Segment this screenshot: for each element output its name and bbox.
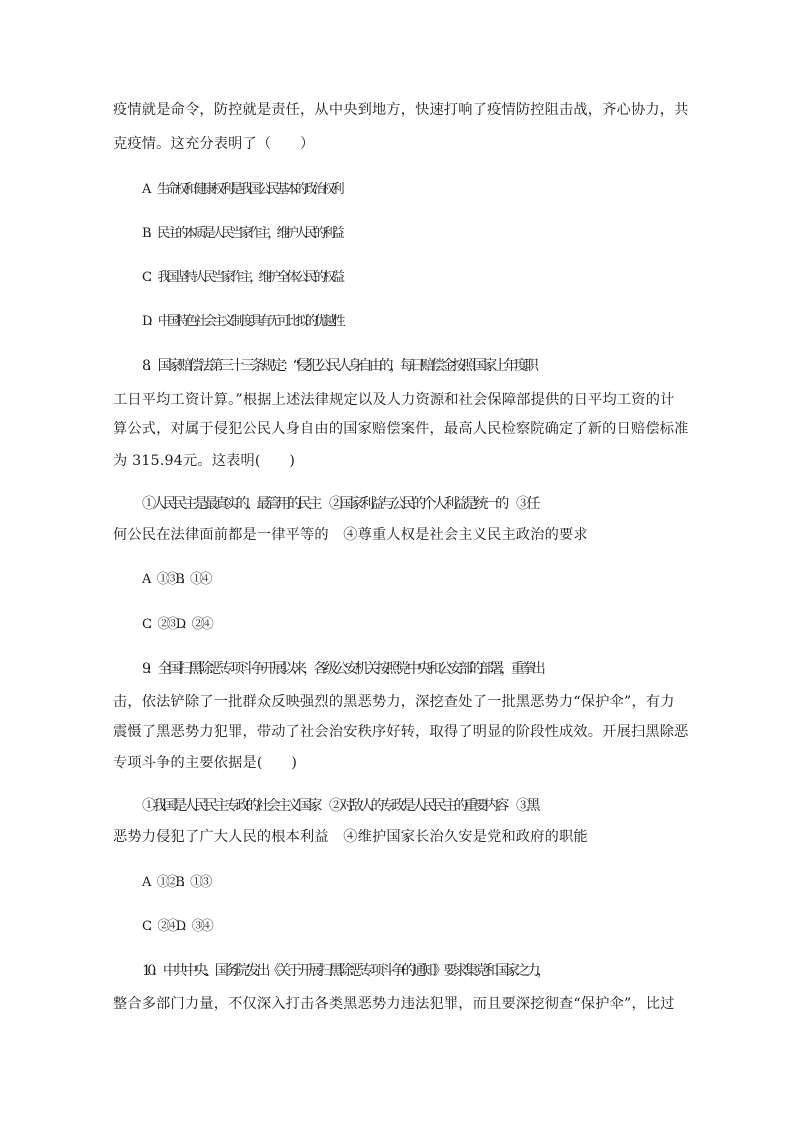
q8-stem-line-2: 工日平均工资计算。”根据上述法律规定以及人力资源和社会保障部提供的日平均工资的计 (113, 392, 675, 408)
q7-option-c: C．我国坚持人民当家作主，维护全体公民的权益 (142, 270, 342, 285)
q9-stem-line-1: 9．全国扫黑除恶专项斗争开展以来，各级公安机关按照党中央和公安部的部署，重拳出 (142, 661, 542, 677)
q9-stem-line-4: 专项斗争的主要依据是( ) (113, 755, 298, 771)
q8-stem-line-4: 为 315.94元。这表明( ) (113, 453, 296, 469)
q9-statement-line-1: ①我国是人民民主专政的社会主义国家 ②对敌人的专政是人民民主的重要内容 ③黑 (142, 798, 537, 814)
q9-stem-line-3: 震慑了黑恶势力犯罪，带动了社会治安秩序好转，取得了明显的阶段性成效。开展扫黑除恶 (113, 724, 689, 740)
q9-options-row-2: C．②④D．③④ (142, 919, 210, 934)
q7-option-d: D．中国特色社会主义制度具有无可比拟的优越性 (142, 314, 342, 329)
q8-options-row-2: C．②③D．②④ (142, 617, 210, 632)
q7-stem-line-2: 克疫情。这充分表明了（ ） (113, 136, 315, 152)
q10-stem-line-1: 10．中共中央、国务院发出《关于开展扫黑除恶专项斗争的通知》要求集党和国家之力， (142, 963, 548, 979)
q7-option-b: B．民主的本质是人民当家作主，维护人民的利益 (142, 226, 341, 241)
q9-options-row-1: A．①②B．①③ (142, 875, 209, 890)
q8-statement-line-1: ①人民民主是最真实的、最管用的民主 ②国家利益与公民的个人利益是统一的 ③任 (142, 496, 537, 512)
q7-stem-line-1: 疫情就是命令，防控就是责任，从中央到地方，快速打响了疫情防控阻击战，齐心协力，共 (113, 102, 689, 118)
q8-statement-line-2: 何公民在法律面前都是一律平等的 ④尊重人权是社会主义民主政治的要求 (113, 527, 588, 543)
q7-option-a: A．生命权和健康权利是我国公民基本的政治权利 (142, 182, 341, 197)
q10-stem-line-2: 整合多部门力量，不仅深入打击各类黑恶势力违法犯罪，而且要深挖彻查“保护伞”，比过 (113, 996, 675, 1012)
q9-statement-line-2: 恶势力侵犯了广大人民的根本利益 ④维护国家长治久安是党和政府的职能 (113, 829, 588, 845)
q8-stem-line-3: 算公式，对属于侵犯公民人身自由的国家赔偿案件，最高人民检察院确定了新的日赔偿标准 (113, 421, 689, 437)
q8-options-row-1: A．①③B．①④ (142, 572, 209, 587)
q8-stem-line-1: 8．国家赔偿法第三十三条规定：“侵犯公民人身自由的，每日赔偿金按照国家上年度职 (142, 358, 536, 374)
q9-stem-line-2: 击，依法铲除了一批群众反映强烈的黑恶势力，深挖查处了一批黑恶势力“保护伞”，有力 (113, 694, 675, 710)
